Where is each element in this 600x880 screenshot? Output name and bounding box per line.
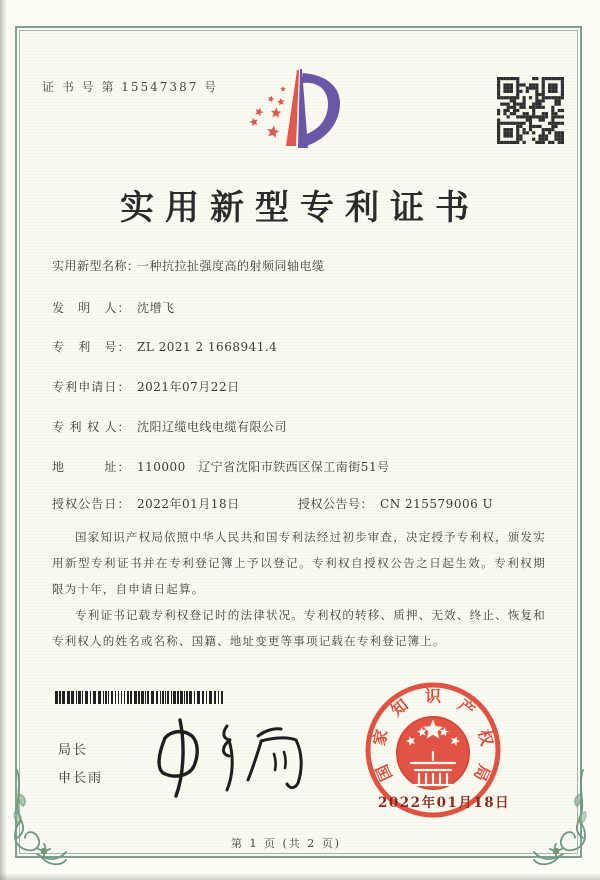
- logo-stars-icon: [250, 86, 286, 138]
- field-value: 2022年01月18日: [137, 497, 240, 511]
- field-value: 沈阳辽缆电线电缆有限公司: [137, 420, 288, 434]
- signer-name: 申长雨: [58, 771, 104, 786]
- qr-code: [497, 77, 564, 144]
- seal-national-emblem-icon: [397, 717, 469, 789]
- svg-text:局: 局: [469, 761, 494, 785]
- field-label: 专 利 号：: [52, 340, 130, 354]
- field-pair-grant-no: [298, 495, 493, 512]
- field-label: 专利申请日：: [52, 380, 130, 394]
- cnipa-logo-icon: [248, 66, 344, 152]
- seal-date: 2022年01月18日: [378, 795, 511, 811]
- field-value: ZL 2021 2 1668941.4: [137, 340, 278, 354]
- signer-title: 局长: [58, 743, 89, 758]
- svg-text:产: 产: [454, 695, 479, 721]
- svg-text:家: 家: [369, 727, 392, 748]
- logo-purple-bowl: [302, 73, 340, 146]
- field-value: 沈增飞: [137, 301, 175, 315]
- certificate-title: 实用新型专利证书: [120, 188, 480, 228]
- field-value: 110000 辽宁省沈阳市铁西区保工南街51号: [137, 460, 390, 474]
- field-row-inventor: [52, 299, 175, 316]
- field-value: 一种抗拉扯强度高的射频同轴电缆: [137, 259, 325, 273]
- svg-text:权: 权: [474, 727, 497, 748]
- legal-text-block: [52, 524, 546, 654]
- scan-edge-shadow-bottom: [0, 873, 600, 880]
- field-label: 实用新型名称：: [52, 259, 140, 273]
- field-row-patentee: [52, 418, 287, 435]
- field-label: 专 利 权 人：: [52, 420, 130, 434]
- barcode: [55, 691, 225, 704]
- legal-paragraph: 专利证书记载专利权登记时的法律状况。专利权的转移、质押、无效、终止、恢复和专利权人的姓名或名称、国籍、地址变更等事项记载在专利登记簿上。: [52, 608, 546, 648]
- certificate-number: 证 书 号 第 15547387 号: [42, 80, 219, 94]
- field-row-grant: [52, 495, 494, 512]
- field-row-name: [52, 257, 325, 274]
- scan-edge-shadow-left: [0, 0, 7, 880]
- corner-ornament-icon: [533, 768, 591, 868]
- corner-ornament-icon: [9, 768, 67, 868]
- field-label: 授权公告日：: [52, 497, 130, 511]
- field-row-filing-date: [52, 378, 240, 395]
- field-value: CN 215579006 U: [380, 497, 494, 511]
- svg-text:知: 知: [387, 695, 412, 721]
- field-label: 授权公告号：: [298, 497, 374, 511]
- field-row-address: [52, 458, 390, 475]
- field-label: 地 址：: [52, 460, 130, 474]
- legal-paragraph: 国家知识产权局依照中华人民共和国专利法经过初步审查，决定授予专利权，颁发实用新型专利证书并在专利登记簿上予以登记。专利权自授权公告之日起生效。专利权期限为十年，自申请日起算。: [52, 530, 546, 596]
- field-row-patent-no: [52, 338, 277, 355]
- page-footer: 第 1 页 (共 2 页): [230, 837, 342, 850]
- field-label: 发 明 人：: [52, 301, 130, 315]
- commissioner-signature-icon: [145, 712, 320, 807]
- field-value: 2021年07月22日: [137, 380, 240, 394]
- logo-red-wedge: [286, 70, 299, 146]
- svg-text:国: 国: [372, 761, 397, 785]
- svg-text:识: 识: [424, 686, 442, 706]
